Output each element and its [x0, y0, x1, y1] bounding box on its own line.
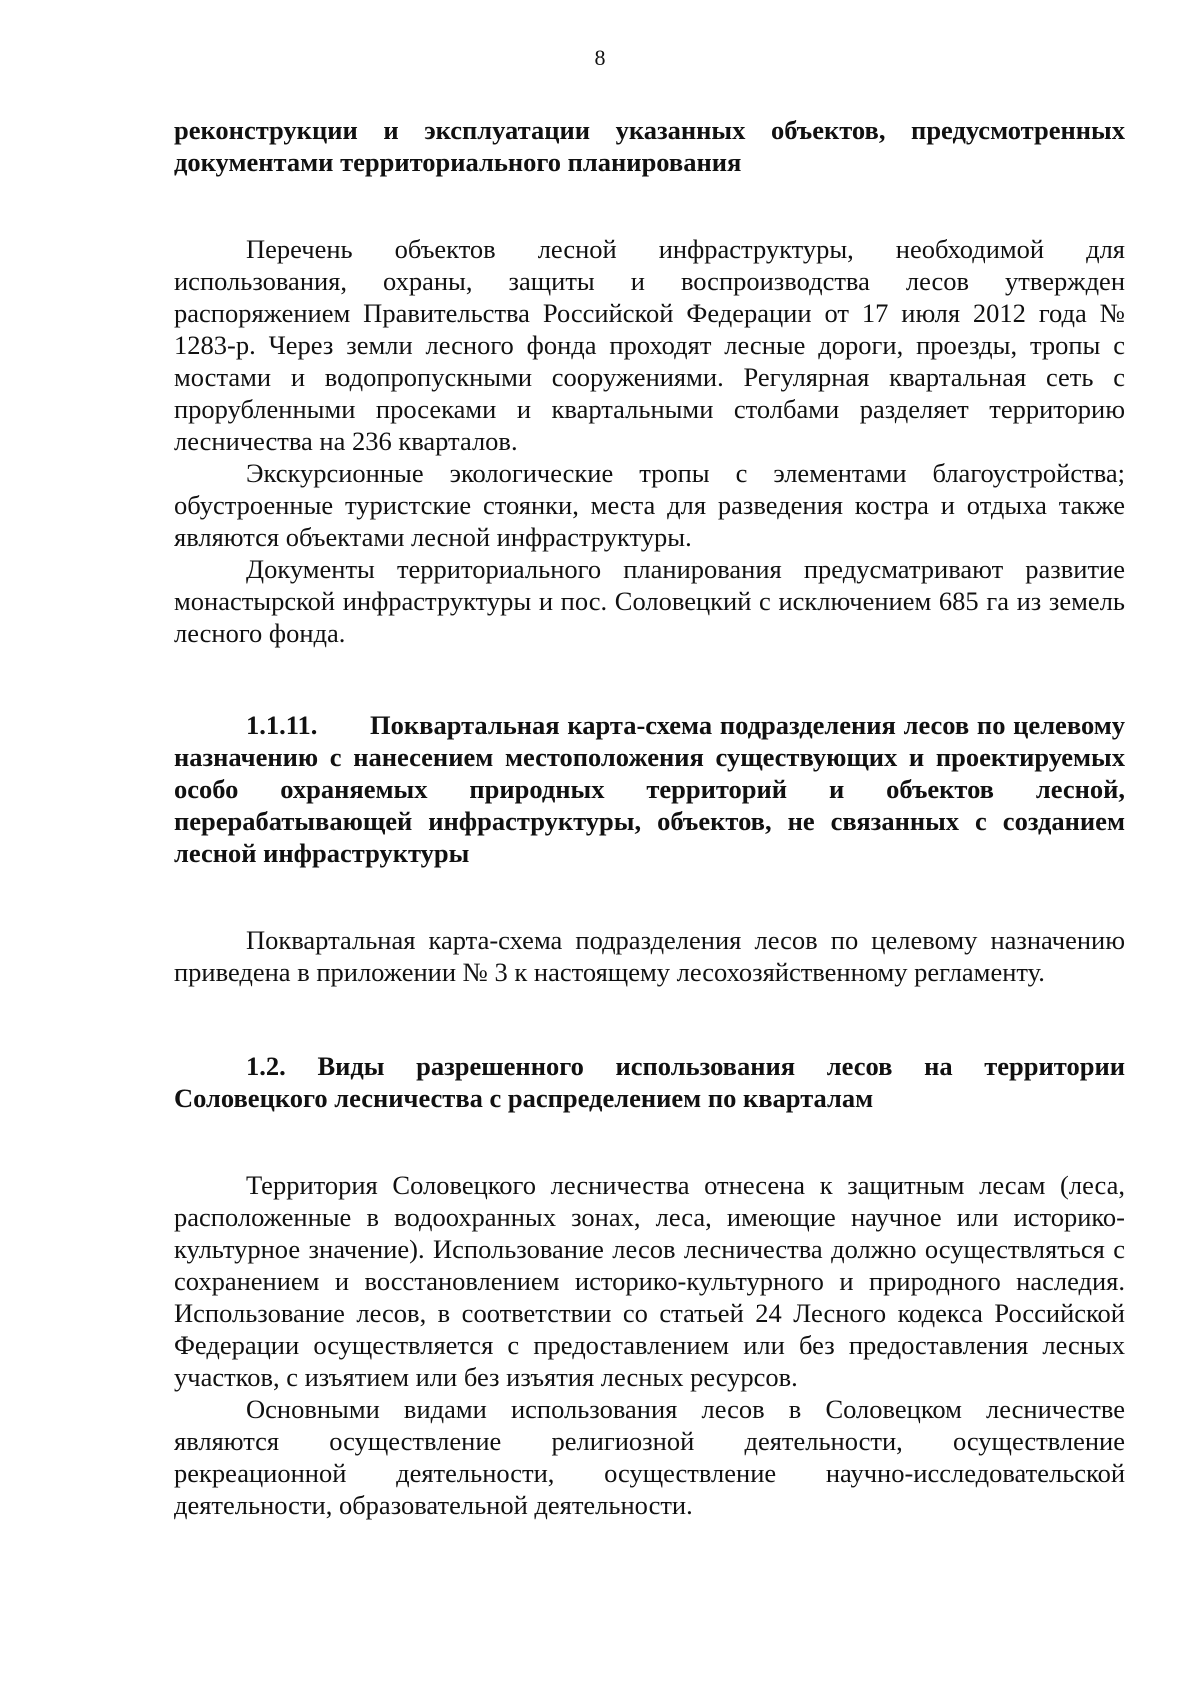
section-number: 1.2.	[246, 1051, 286, 1081]
section-heading-1-1-11	[174, 709, 1125, 869]
page-number: 8	[594, 45, 606, 70]
paragraph: Основными видами использования лесов в Соловецком лесничестве являются осуществление религиозной деятельности, осуществление рекреационной деятельности, осуществление научно-исследовательской деятельности, образовательной деятельности.	[174, 1394, 1125, 1520]
section-number: 1.1.11.	[246, 710, 318, 740]
document-content	[174, 114, 1125, 1521]
paragraph: Экскурсионные экологические тропы с элементами благоустройства; обустроенные туристские стоянки, места для разведения костра и отдыха также являются объектами лесной инфраструктуры.	[174, 458, 1125, 552]
paragraph: Территория Соловецкого лесничества отнесена к защитным лесам (леса, расположенные в водоохранных зонах, леса, имеющие научное или историко-культурное значение). Использование лесов лесничества должно осуществляться с сохранением и восстановлением историко-культурного и природного наследия. Использование лесов, в соответствии со статьей 24 Лесного кодекса Российской Федерации осуществляется с предоставлением или без предоставления лесных участков, с изъятием или без изъятия лесных ресурсов.	[174, 1170, 1125, 1392]
paragraph: Поквартальная карта-схема подразделения лесов по целевому назначению приведена в приложении № 3 к настоящему лесохозяйственному регламенту.	[174, 925, 1125, 987]
section-heading-continuation: реконструкции и эксплуатации указанных объектов, предусмотренных документами территориального планирования	[174, 115, 1125, 177]
section-title: Поквартальная карта-схема подразделения лесов по целевому назначению с нанесением местоположения существующих и проектируемых особо охраняемых природных территорий и объектов лесной, перерабатывающей инфраструктуры, объектов, не связанных с созданием лесной инфраструктуры	[174, 710, 1125, 868]
section-heading-1-2	[174, 1050, 1125, 1114]
section-title: Виды разрешенного использования лесов на территории Соловецкого лесничества с распределением по кварталам	[174, 1051, 1125, 1113]
paragraph: Перечень объектов лесной инфраструктуры, необходимой для использования, охраны, защиты и воспроизводства лесов утвержден распоряжением Правительства Российской Федерации от 17 июля 2012 года № 1283-р. Через земли лесного фонда проходят лесные дороги, проезды, тропы с мостами и водопропускными сооружениями. Регулярная квартальная сеть с прорубленными просеками и квартальными столбами разделяет территорию лесничества на 236 кварталов.	[174, 234, 1125, 456]
paragraph: Документы территориального планирования предусматривают развитие монастырской инфраструктуры и пос. Соловецкий с исключением 685 га из земель лесного фонда.	[174, 554, 1125, 648]
